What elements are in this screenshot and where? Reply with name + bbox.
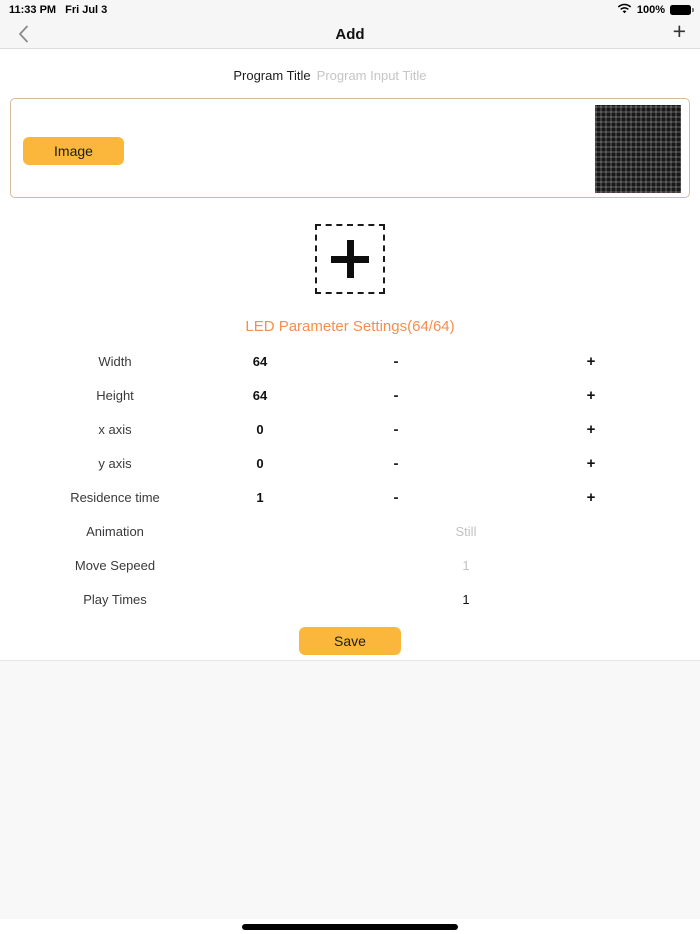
save-button[interactable]: Save: [299, 627, 401, 655]
home-area: [0, 919, 700, 934]
param-row-x-axis: [0, 413, 700, 447]
increment-button[interactable]: +: [586, 387, 596, 404]
add-program-button[interactable]: +: [672, 18, 686, 44]
led-settings-title: LED Parameter Settings(64/64): [245, 318, 455, 335]
param-value: 64: [252, 388, 268, 403]
status-bar: [0, 0, 700, 20]
param-row-residence-time: [0, 481, 700, 515]
param-label: Move Sepeed: [74, 558, 156, 573]
param-value: 0: [256, 422, 264, 437]
image-content-box: [10, 98, 690, 198]
nav-bar: [0, 20, 700, 49]
param-label: Width: [98, 354, 132, 369]
param-row-y-axis: [0, 447, 700, 481]
increment-button[interactable]: +: [586, 455, 596, 472]
increment-button[interactable]: +: [586, 489, 596, 506]
program-title-label: Program Title: [233, 67, 311, 83]
program-title-input[interactable]: [317, 68, 467, 83]
param-value: 1: [256, 490, 264, 505]
home-indicator[interactable]: [242, 924, 458, 930]
param-label: x axis: [98, 422, 132, 437]
battery-percent: 100%: [636, 4, 665, 16]
param-row-move-speed[interactable]: [0, 549, 700, 583]
battery-icon: [670, 5, 691, 15]
decrement-button[interactable]: -: [393, 421, 399, 438]
param-value: Still: [455, 524, 477, 539]
param-label: Play Times: [83, 592, 147, 607]
program-title-row: [0, 63, 700, 87]
plus-icon: [347, 240, 354, 278]
back-button[interactable]: [18, 20, 29, 48]
increment-button[interactable]: +: [586, 421, 596, 438]
decrement-button[interactable]: -: [393, 353, 399, 370]
param-label: Animation: [86, 524, 144, 539]
param-row-animation[interactable]: [0, 515, 700, 549]
param-value: 64: [252, 354, 268, 369]
bottom-panel: [0, 660, 700, 919]
led-settings-rows: [0, 345, 700, 617]
param-label: Residence time: [70, 490, 160, 505]
status-date: Fri Jul 3: [65, 4, 108, 16]
add-content-button[interactable]: [315, 224, 385, 294]
decrement-button[interactable]: -: [393, 489, 399, 506]
param-row-height: [0, 379, 700, 413]
param-row-play-times[interactable]: [0, 583, 700, 617]
param-label: Height: [96, 388, 134, 403]
param-label: y axis: [98, 456, 132, 471]
image-button[interactable]: Image: [23, 137, 124, 165]
increment-button[interactable]: +: [586, 353, 596, 370]
decrement-button[interactable]: -: [393, 387, 399, 404]
param-value: 1: [462, 592, 470, 607]
page-title: Add: [335, 25, 365, 43]
wifi-icon: [617, 3, 632, 17]
decrement-button[interactable]: -: [393, 455, 399, 472]
param-value: 0: [256, 456, 264, 471]
led-matrix-preview: [595, 105, 681, 193]
chevron-left-icon: [18, 25, 29, 43]
status-time: 11:33 PM: [9, 4, 57, 16]
param-value: 1: [462, 558, 470, 573]
param-row-width: [0, 345, 700, 379]
